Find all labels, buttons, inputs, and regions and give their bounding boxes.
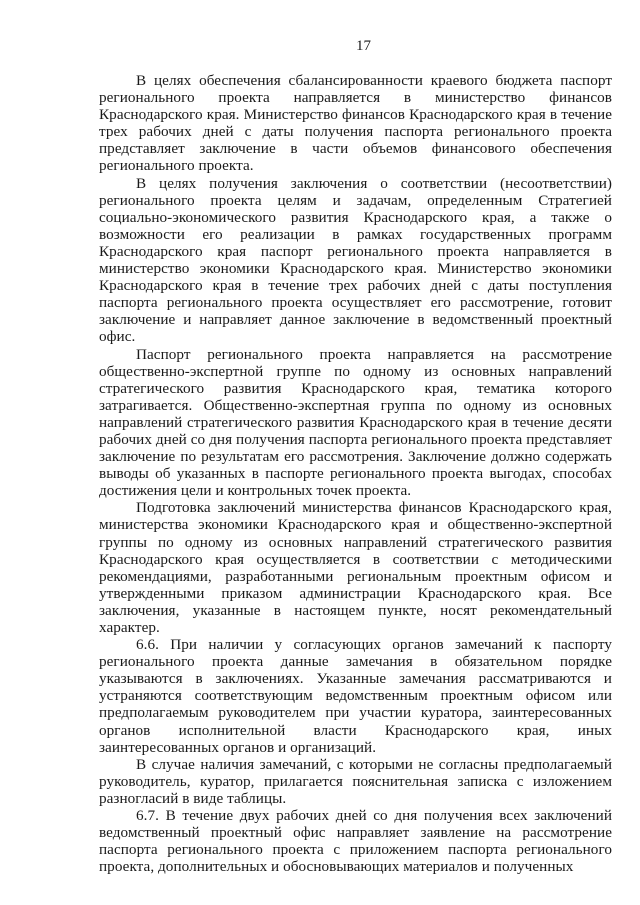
paragraph-budget-balance: В целях обеспечения сбалансированности краевого бюджета паспорт регионального проекта направляется в министерство финансов Краснодарского края. Министерство финансов Краснодарского края в течение трех рабочих дней с даты получения паспорта регионального проекта представляет заключение в части объемов финансового обеспечения регионального проекта. bbox=[99, 72, 612, 175]
paragraph-disagreements: В случае наличия замечаний, с которыми не согласны предполагаемый руководитель, куратор, прилагается пояснительная записка с изложением разногласий в виде таблицы. bbox=[99, 755, 612, 807]
paragraph-conclusions-preparation: Подготовка заключений министерства финансов Краснодарского края, министерства экономики Краснодарского края и общественно-экспертной группы по одному из основных направлений стратегического развития Краснодарского края осуществляется в соответствии с методическими рекомендациями, разработанными региональным проектным офисом и утвержденными приказом администрации Краснодарского края. Все заключения, указанные в настоящем пункте, носят рекомендательный характер. bbox=[99, 499, 612, 636]
paragraph-clause-6-6: 6.6. При наличии у согласующих органов замечаний к паспорту регионального проекта данные замечания в обязательном порядке указываются в заключениях. Указанные замечания рассматриваются и устраняются соответствующим ведомственным проектным офисом или предполагаемым руководителем при участии куратора, заинтересованных органов исполнительной власти Краснодарского края, иных заинтересованных органов и организаций. bbox=[99, 636, 612, 756]
paragraph-expert-group: Паспорт регионального проекта направляется на рассмотрение общественно-экспертной группе по одному из основных направлений стратегического развития Краснодарского края, тематика которого затрагивается. Общественно-экспертная группа по одному из основных направлений стратегического развития Краснодарского края в течение десяти рабочих дней со дня получения паспорта регионального проекта представляет заключение по результатам его рассмотрения. Заключение должно содержать выводы об указанных в паспорте регионального проекта выгодах, способах достижения цели и контрольных точек проекта. bbox=[99, 345, 612, 500]
page-number: 17 bbox=[356, 38, 371, 54]
paragraph-economy-ministry: В целях получения заключения о соответствии (несоответствии) регионального проекта целям и задачам, определенным Стратегией социально-экономического развития Краснодарского края, а также о возможности его реализации в рамках государственных программ Краснодарского края паспорт регионального проекта направляется в министерство экономики Краснодарского края. Министерство экономики Краснодарского края в течение трех рабочих дней с даты поступления паспорта регионального проекта осуществляет его рассмотрение, готовит заключение и направляет данное заключение в ведомственный проектный офис. bbox=[99, 174, 612, 346]
paragraph-clause-6-7: 6.7. В течение двух рабочих дней со дня получения всех заключений ведомственный проектный офис направляет заявление на рассмотрение паспорта регионального проекта с приложением паспорта регионального проекта, дополнительных и обосновывающих материалов и полученных bbox=[99, 807, 612, 876]
